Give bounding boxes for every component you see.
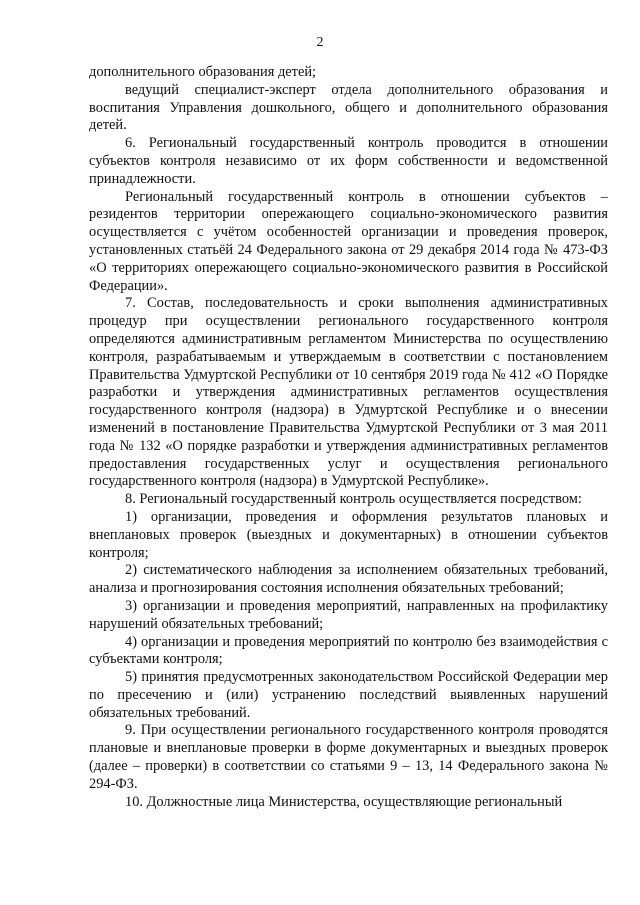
paragraph-continuation: дополнительного образования детей;	[89, 64, 317, 80]
paragraph-staff-list-item: ведущий специалист-эксперт отдела дополнительного образования и воспитания Управления дошкольного, общего и дополнительного образования детей.	[89, 81, 608, 134]
paragraph-clause-9: 9. При осуществлении регионального государственного контроля проводятся плановые и внеплановые проверки в форме документарных и выездных проверок (далее – проверки) в соответствии со статьями 9 – 13, 14 Федерального закона № 294-ФЗ.	[89, 722, 608, 792]
list-item-8-1: 1) организации, проведения и оформления результатов плановых и внеплановых проверок (выездных и документарных) в отношении субъектов контроля;	[89, 508, 608, 561]
paragraph-clause-10: 10. Должностные лица Министерства, осуществляющие региональный	[125, 793, 563, 810]
paragraph-clause-7: 7. Состав, последовательность и сроки выполнения административных процедур при осуществлении регионального государственного контроля определяются административным регламентом Министерства по осуществлению контроля, разрабатываемым и утверждаемым в соответствии с постановлением Правительства Удмуртской Республики от 10 сентября 2019 года № 412 «О Порядке разработки и утверждения административных регламентов осуществления государственного контроля (надзора) в Удмуртской Республике и о внесении изменений в постановление Правительства Удмуртской Республики от 3 мая 2011 года № 132 «О порядке разработки и утверждения административных регламентов предоставления государственных услуг и осуществления регионального государственного контроля (надзора) в Удмуртской Республике».	[89, 295, 608, 490]
list-item-8-3: 3) организации и проведения мероприятий, направленных на профилактику нарушений обязательных требований;	[89, 597, 608, 632]
list-item-8-2: 2) систематического наблюдения за исполнением обязательных требований, анализа и прогнозирования состояния исполнения обязательных требований;	[89, 562, 608, 597]
document-body	[89, 64, 608, 811]
list-item-8-5: 5) принятия предусмотренных законодательством Российской Федерации мер по пресечению и (или) устранению последствий выявленных нарушений обязательных требований.	[89, 669, 608, 721]
paragraph-clause-6-residents: Региональный государственный контроль в отношении субъектов – резидентов территории опережающего социально-экономического развития осуществляется с учётом особенностей организации и проведения проверок, установленных статьёй 24 Федерального закона от 29 декабря 2014 года № 473-ФЗ «О территориях опережающего социально-экономического развития в Российской Федерации».	[89, 188, 608, 294]
paragraph-clause-6: 6. Региональный государственный контроль проводится в отношении субъектов контроля независимо от их форм собственности и ведомственной принадлежности.	[89, 135, 608, 187]
list-item-8-4: 4) организации и проведения мероприятий по контролю без взаимодействия с субъектами контроля;	[89, 633, 608, 668]
page-number: 2	[316, 35, 324, 50]
paragraph-clause-8: 8. Региональный государственный контроль осуществляется посредством:	[125, 491, 582, 508]
